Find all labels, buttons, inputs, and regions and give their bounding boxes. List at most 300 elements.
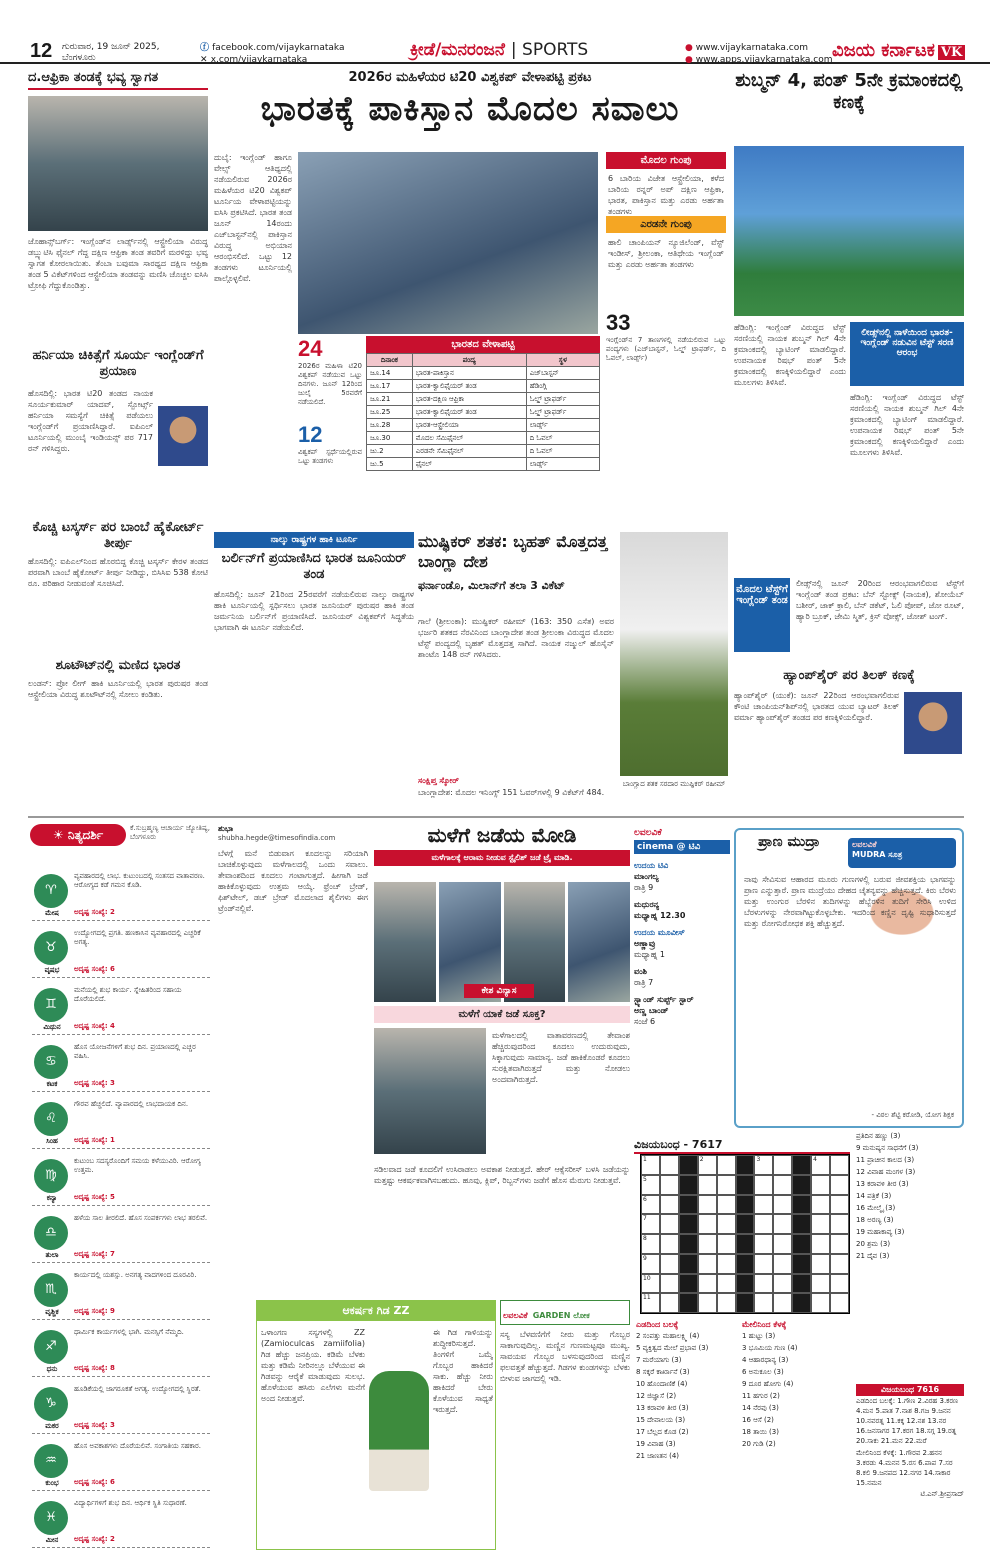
crossword-cell[interactable] xyxy=(830,1195,849,1215)
rashi-text: ಹಳೆಯ ಸಾಲ ತೀರಲಿದೆ. ಹೊಸ ಸಂಪರ್ಕಗಳು ಲಾಭ ತರಲಿವೆ. xyxy=(74,1214,208,1222)
crossword-block xyxy=(736,1254,755,1274)
crossword-cell[interactable] xyxy=(660,1155,679,1175)
zodiac-icon: ♐ xyxy=(34,1330,68,1364)
stat-24 xyxy=(298,336,362,426)
crossword-clue: 18 ಅರಣ್ಯ (3) xyxy=(856,1216,894,1224)
crossword-clue: 6 ಅನುಕೂಲ (3) xyxy=(742,1368,784,1376)
kochi-story xyxy=(28,520,208,640)
crossword-clue: ಪ್ರತಿದಿನ ಹಣ್ಣು (3) xyxy=(856,1132,901,1140)
kochi-body: ಹೊಸದಿಲ್ಲಿ: ಐಪಿಎಲ್‌ನಿಂದ ಹೊರಬಿದ್ದ ಕೊಚ್ಚಿ ಟಸ್ಕರ್ಸ್ ಕೇರಳ ತಂಡದ ಪರವಾಗಿ ಬಾಂಬೆ ಹೈಕೋರ್ಟ್ ತೀರ್ಪು ನೀಡಿದ್ದು, ಬಿಸಿಸಿಐ 538 ಕೋಟಿ ರೂ. ಪರಿಹಾರ ನೀಡುವಂತೆ ಸೂಚಿಸಿದೆ. xyxy=(28,557,208,588)
england-squad xyxy=(734,578,964,658)
horoscope-title xyxy=(30,824,126,846)
crossword-cell[interactable] xyxy=(717,1234,736,1254)
masthead xyxy=(0,0,990,64)
crossword-cell[interactable] xyxy=(660,1195,679,1215)
crossword-cell[interactable] xyxy=(830,1274,849,1294)
crossword-clue: 5 ವ್ಯಕ್ತಿತ್ವದ ಮೇಲೆ ಪ್ರಭಾವ (3) xyxy=(636,1344,709,1352)
zodiac-icon: ♎ xyxy=(34,1216,68,1250)
crossword-clue: 8 ಸಕ್ಕರೆ ಕಾರ್ಖಾನೆ (3) xyxy=(636,1368,690,1376)
rashi-text: ವ್ಯವಹಾರದಲ್ಲಿ ಲಾಭ. ಕುಟುಂಬದಲ್ಲಿ ಸಂತಸದ ವಾತಾವರಣ. ಆರೋಗ್ಯದ ಕಡೆ ಗಮನ ಕೊಡಿ. xyxy=(74,872,205,889)
group2-title: ಎರಡನೇ ಗುಂಪು xyxy=(606,216,726,233)
group1-box xyxy=(606,152,726,225)
crossword-cell[interactable]: 11 xyxy=(641,1293,660,1313)
web-links xyxy=(685,42,833,66)
show-4: ವಂಶಿ xyxy=(634,967,648,976)
crossword-cell[interactable] xyxy=(660,1234,679,1254)
crossword-cell[interactable] xyxy=(698,1254,717,1274)
tv-brand xyxy=(634,828,730,838)
tv-slot-2 xyxy=(634,899,730,921)
bangla-score xyxy=(418,768,614,811)
mudra-title: ಪ್ರಾಣ ಮುದ್ರಾ xyxy=(758,834,820,850)
schedule-venue: ಹೆಡಿಂಗ್ಲಿ xyxy=(526,380,599,393)
garden-tag-text: GARDEN ಲೋಕ xyxy=(532,1311,590,1320)
show-2: ಅಣ್ಣಾವ್ರು xyxy=(634,939,656,948)
gill-body-2: ಹೆಡಿಂಗ್ಲಿ: ಇಂಗ್ಲೆಂಡ್ ವಿರುದ್ಧದ ಟೆಸ್ಟ್ ಸರಣಿಯಲ್ಲಿ ನಾಯಕ ಶುಬ್ಮನ್ ಗಿಲ್ 4ನೇ ಕ್ರಮಾಂಕದಲ್ಲಿ ಬ್ಯಾಟಿಂಗ್ ಮಾಡಲಿದ್ದಾರೆ. ಉಪನಾಯಕ ರಿಷಭ್ ಪಂತ್ 5ನೇ ಕ್ರಮಾಂಕದಲ್ಲಿ ಕಣಕ್ಕಿಳಿಯಲಿದ್ದಾರೆ ಎಂದು ಮೂಲಗಳು ತಿಳಿಸಿವೆ. xyxy=(850,393,964,457)
shootout-body: ಲಂಡನ್: ಪ್ರೋ ಲೀಗ್ ಹಾಕಿ ಟೂರ್ನಿಯಲ್ಲಿ ಭಾರತ ಪುರುಷರ ತಂಡ ಆಸ್ಟ್ರೇಲಿಯಾ ವಿರುದ್ಧ ಶೂಟೌಟ್‌ನಲ್ಲಿ ಸೋಲು ಕಂಡಿತು. xyxy=(28,679,208,699)
surya-story xyxy=(28,348,208,508)
tilak-story xyxy=(734,668,964,808)
crossword-block xyxy=(679,1214,698,1234)
crossword-clue: 10 ಹೊಂದಾಣಿಕೆ (4) xyxy=(636,1380,688,1388)
schedule-match: ಭಾರತ-ಕ್ವಾಲಿಫೈಯರ್ ತಂಡ xyxy=(412,380,526,393)
rashi-text: ಹೂಡಿಕೆಯಲ್ಲಿ ಜಾಗರೂಕತೆ ಅಗತ್ಯ. ಉದ್ಯೋಗದಲ್ಲಿ ಸ್ಥಿರತೆ. xyxy=(74,1385,201,1393)
x-icon: ✕ xyxy=(200,55,211,65)
rashi-text: ಧಾರ್ಮಿಕ ಕಾರ್ಯಗಳಲ್ಲಿ ಭಾಗಿ. ಮನಸ್ಸಿಗೆ ನೆಮ್ಮದಿ. xyxy=(74,1328,184,1336)
bangla-caption: ಬಾಂಗ್ಲಾದ ಶತಕ ಸರದಾರ ಮುಷ್ಫಿಕರ್ ರಹೀಮ್ xyxy=(622,780,726,788)
tv-slot-5 xyxy=(634,994,730,1027)
rashi-text: ಗೌರವ ಹೆಚ್ಚಲಿದೆ. ವ್ಯಾಪಾರದಲ್ಲಿ ಲಾಭದಾಯಕ ದಿನ. xyxy=(74,1100,189,1108)
surya-headline: ಹರ್ನಿಯಾ ಚಿಕಿತ್ಸೆಗೆ ಸೂರ್ಯ ಇಂಗ್ಲೆಂಡ್‌ಗೆ ಪ್ರಯಾಣ xyxy=(32,348,204,379)
crossword-cell[interactable]: 8 xyxy=(641,1234,660,1254)
tv-brand-text: ಲವಲವಿಕೆ xyxy=(634,828,662,838)
crossword-clue: 14 ನೆರವು (3) xyxy=(742,1404,779,1412)
crossword-cell[interactable] xyxy=(773,1195,792,1215)
crossword-cell[interactable]: 4 xyxy=(811,1155,830,1175)
mudra-brand: ಲವಲವಿಕೆ xyxy=(852,840,877,849)
schedule-title: ಭಾರತದ ವೇಳಾಪಟ್ಟಿ xyxy=(366,336,600,353)
show-6: ಅಣ್ಣ ಬಾಂಡ್ xyxy=(634,1006,669,1015)
rashi-name: ಕನ್ಯಾ xyxy=(46,1194,58,1202)
crossword-cell[interactable] xyxy=(717,1293,736,1313)
crossword-cell[interactable] xyxy=(660,1214,679,1234)
zodiac-icon: ♈ xyxy=(34,874,68,908)
facebook-link[interactable] xyxy=(200,42,344,54)
crossword-cell[interactable] xyxy=(698,1195,717,1215)
answer-down: ಮೇಲಿನಿಂದ ಕೆಳಕ್ಕೆ: 1.ಗೌರವ 2.ಹನನ 3.ಕರಡು 4.ಮನನ 5.ರಸ 6.ಪಾಪ 7.ಸರ 8.ಕಲಿ 9.ಜನಪದ 12.ನಗರ 14.ಸಾಕಾರ 15.ನಮನ xyxy=(856,1449,953,1487)
down-title: ಮೇಲಿನಿಂದ ಕೆಳಕ್ಕೆ xyxy=(742,1320,787,1329)
crossword-cell[interactable] xyxy=(698,1175,717,1195)
mid-divider xyxy=(28,816,964,818)
crossword-cell[interactable] xyxy=(660,1274,679,1294)
crossword-block xyxy=(736,1195,755,1215)
crossword-cell[interactable] xyxy=(754,1254,773,1274)
stat-33-number: 33 xyxy=(606,310,631,335)
schedule-match: ಭಾರತ-ದಕ್ಷಿಣ ಆಫ್ರಿಕಾ xyxy=(412,393,526,406)
schedule-col-venue: ಸ್ಥಳ xyxy=(526,354,599,367)
crossword-cell[interactable] xyxy=(754,1214,773,1234)
crossword-block xyxy=(792,1274,811,1294)
crossword-cell[interactable]: 3 xyxy=(754,1155,773,1175)
crossword-cell[interactable]: 9 xyxy=(641,1254,660,1274)
rashi-text: ಉದ್ಯೋಗದಲ್ಲಿ ಪ್ರಗತಿ. ಹಣಕಾಸಿನ ವ್ಯವಹಾರದಲ್ಲಿ ಎಚ್ಚರಿಕೆ ಅಗತ್ಯ. xyxy=(74,929,201,946)
tips-email: shubha.hegde@timesofindia.com xyxy=(218,834,336,842)
zz-body-2: ಈ ಗಿಡ ಗಾಳಿಯನ್ನು ಶುದ್ಧೀಕರಿಸುತ್ತದೆ. ತಿಂಗಳಿಗೆ ಒಮ್ಮೆ ಗೊಬ್ಬರ ಹಾಕಿದರೆ ಸಾಕು. ಹೆಚ್ಚು ನೀರು ಹಾಕಿದರೆ ಬೇರು ಕೊಳೆಯುವ ಸಾಧ್ಯತೆ ಇರುತ್ತದೆ. xyxy=(433,1328,493,1414)
crossword-cell[interactable] xyxy=(773,1293,792,1313)
rashi-name: ತುಲಾ xyxy=(45,1251,59,1259)
crossword-block xyxy=(736,1234,755,1254)
schedule-match: ಭಾರತ-ಪಾಕಿಸ್ತಾನ xyxy=(412,367,526,380)
crossword-credit: ಟಿ.ಎನ್.ಶ್ರೀಪ್ರಸಾದ್ xyxy=(920,1490,964,1498)
shootout-headline: ಶೂಟೌಟ್‌ನಲ್ಲಿ ಮಣಿದ ಭಾರತ xyxy=(55,658,181,673)
braid-headline: ಮಳೆಗೆ ಜಡೆಯ ಮೋಡಿ xyxy=(427,823,577,847)
crossword-block xyxy=(792,1214,811,1234)
crossword-clue: 17 ಬೆಲ್ಲದ ಕೊಡ (2) xyxy=(636,1428,689,1436)
schedule-row xyxy=(367,406,600,419)
crossword-cell[interactable] xyxy=(698,1293,717,1313)
horoscope-title-text: ನಿತ್ಯದರ್ಶಿ xyxy=(67,828,104,842)
crossword-cell[interactable] xyxy=(717,1254,736,1274)
crossword-cell[interactable] xyxy=(830,1234,849,1254)
surya-photo xyxy=(158,406,208,466)
rashi-lucky: ಅದೃಷ್ಟ ಸಂಖ್ಯೆ: 2 xyxy=(74,1535,115,1543)
crossword-grid[interactable] xyxy=(640,1154,850,1314)
schedule-col-match: ಪಂದ್ಯ xyxy=(412,354,526,367)
crossword-cell[interactable] xyxy=(811,1175,830,1195)
braid-tag: ಕೇಶ ವಿನ್ಯಾಸ xyxy=(464,984,534,998)
schedule-row xyxy=(367,419,600,432)
crossword-cell[interactable] xyxy=(660,1254,679,1274)
gill-photo xyxy=(734,146,964,316)
schedule-row xyxy=(367,367,600,380)
rashi-lucky: ಅದೃಷ್ಟ ಸಂಖ್ಯೆ: 3 xyxy=(74,1421,115,1429)
crossword-block xyxy=(736,1175,755,1195)
score-text: ಬಾಂಗ್ಲಾದೇಶ: ಮೊದಲ ಇನಿಂಗ್ಸ್ 151 ಓವರ್‌ಗಳಲ್ಲಿ 9 ವಿಕೆಟ್‌ಗೆ 484. xyxy=(418,788,605,797)
schedule-header-row xyxy=(367,354,600,367)
crossword-cell[interactable] xyxy=(754,1293,773,1313)
schedule-venue: ಎಜ್‌ಬಾಸ್ಟನ್ xyxy=(526,367,599,380)
schedule-date: ಜೂ.28 xyxy=(367,419,413,432)
crossword-cell[interactable] xyxy=(660,1175,679,1195)
gill-headline: ಶುಬ್ಮನ್ 4, ಪಂತ್ 5ನೇ ಕ್ರಮಾಂಕದಲ್ಲಿ ಕಣಕ್ಕೆ xyxy=(735,70,963,113)
schedule-date: ಜೂ.21 xyxy=(367,393,413,406)
lead-headline: ಭಾರತಕ್ಕೆ ಪಾಕಿಸ್ತಾನ ಮೊದಲ ಸವಾಲು xyxy=(260,89,680,129)
time-2: ಮಧ್ಯಾಹ್ನ 1 xyxy=(634,950,665,959)
tilak-body: ಹ್ಯಾಂಪ್‌ಶೈರ್ (ಯುಕೆ): ಜೂನ್ 22ರಿಂದ ಆರಂಭವಾಗಲಿರುವ ಕೌಂಟಿ ಚಾಂಪಿಯನ್‌ಶಿಪ್‌ನಲ್ಲಿ ಭಾರತದ ಯುವ ಬ್ಯಾಟರ್ ತಿಲಕ್ ವರ್ಮಾ ಹ್ಯಾಂಪ್‌ಶೈರ್ ತಂಡದ ಪರ ಕಣಕ್ಕಿಳಿಯಲಿದ್ದಾರೆ. xyxy=(734,691,899,722)
answer-title: ವಿಜಯಬಂಧ 7616 xyxy=(856,1384,964,1396)
schedule-date: ಜೂ.25 xyxy=(367,406,413,419)
crossword-cell[interactable]: 2 xyxy=(698,1155,717,1175)
crossword-cell[interactable] xyxy=(811,1274,830,1294)
bangla-photo xyxy=(620,532,728,776)
crossword-clue: 2 ಸಂಪತ್ತು ಮಹಾಲಕ್ಷ್ಮಿ (4) xyxy=(636,1332,700,1340)
crossword-cell[interactable] xyxy=(717,1175,736,1195)
time-3: ಮಧ್ಯಾಹ್ನ 12.30 xyxy=(634,911,686,920)
garden-feature xyxy=(500,1300,630,1550)
crossword-clue: 21 ಜಾಣತನ (4) xyxy=(636,1452,680,1460)
schedule-match: ಎರಡನೇ ಸೆಮಿಫೈನಲ್ xyxy=(412,445,526,458)
crossword-cell[interactable] xyxy=(773,1234,792,1254)
crossword-clue: 11 ಪ್ರಾಚೀನ ಕಾಲದ (3) xyxy=(856,1156,915,1164)
mudra-box xyxy=(734,828,964,1128)
garden-body: ಸಸ್ಯ ಬೆಳವಣಿಗೆಗೆ ನೀರು ಮತ್ತು ಗೊಬ್ಬರ ಸಾಕಾಗುವುದಿಲ್ಲ. ಮಣ್ಣಿನ ಗುಣಮಟ್ಟವೂ ಮುಖ್ಯ. ಸಾವಯವ ಗೊಬ್ಬರ ಬಳಸುವುದರಿಂದ ಮಣ್ಣಿನ ಫಲವತ್ತತೆ ಹೆಚ್ಚುತ್ತದೆ. ಗಿಡಗಳ ಕುಂಡಗಳನ್ನು ಬೆಳಕು ಬೀಳುವ ಜಾಗದಲ್ಲಿ ಇಡಿ. xyxy=(500,1330,630,1383)
crossword-cell[interactable] xyxy=(717,1155,736,1175)
mudra-author: - ವಿಠಲ ಶೆಟ್ಟಿ ಕರೋಡಿ, ಯೋಗ ಶಿಕ್ಷಕ xyxy=(871,1111,954,1119)
zodiac-icon: ♑ xyxy=(34,1387,68,1421)
crossword-cell[interactable] xyxy=(773,1254,792,1274)
bangla-headline: ಮುಷ್ಫಿಕರ್ ಶತಕ: ಬೃಹತ್ ಮೊತ್ತದತ್ತ ಬಾಂಗ್ಲಾ ದೇಶ xyxy=(418,532,608,571)
crossword-title: ವಿಜಯಬಂಧ - 7617 xyxy=(634,1138,850,1154)
crossword-cell[interactable] xyxy=(773,1274,792,1294)
rashi-name: ಮಿಥುನ xyxy=(43,1023,61,1031)
rashi-item xyxy=(32,1096,210,1149)
crossword-block xyxy=(679,1155,698,1175)
newspaper-logo xyxy=(832,40,965,61)
lead-story xyxy=(214,70,726,530)
rashi-item xyxy=(32,1438,210,1491)
crossword-clue: 20 ಶ್ರಮ (3) xyxy=(856,1240,891,1248)
schedule-venue: ಓಲ್ಡ್ ಟ್ರಾಫರ್ಡ್ xyxy=(526,393,599,406)
show-1: ಮಾಂಗಲ್ಯ xyxy=(634,872,659,881)
schedule-box xyxy=(366,336,600,471)
tv-slot-3 xyxy=(634,927,730,960)
schedule-venue: ಲಾರ್ಡ್ಸ್ xyxy=(526,419,599,432)
junior-body: ಹೊಸದಿಲ್ಲಿ: ಜೂನ್ 21ರಿಂದ 25ರವರೆಗೆ ನಡೆಯಲಿರುವ ನಾಲ್ಕು ರಾಷ್ಟ್ರಗಳ ಹಾಕಿ ಟೂರ್ನಿಯಲ್ಲಿ ಸ್ಪರ್ಧಿಸಲು ಭಾರತ ಜೂನಿಯರ್ ಪುರುಷರ ಹಾಕಿ ತಂಡ ಜರ್ಮನಿಯ ಬರ್ಲಿನ್‌ಗೆ ಪ್ರಯಾಣಿಸಿದೆ. ಜೂನಿಯರ್ ವಿಶ್ವಕಪ್‌ಗೆ ಸಿದ್ಧತೆಯ ಭಾಗವಾಗಿ ಈ ಟೂರ್ನಿ ನಡೆಯಲಿದೆ. xyxy=(214,590,414,632)
crossword-cell[interactable]: 6 xyxy=(641,1195,660,1215)
stat-12-number: 12 xyxy=(298,422,323,447)
crossword-clue: 12 ವಿವಾಹ ಮಂಗಳ (3) xyxy=(856,1168,916,1176)
junior-tag: ನಾಲ್ಕು ರಾಷ್ಟ್ರಗಳ ಹಾಕಿ ಟೂರ್ನಿ xyxy=(214,532,414,548)
globe-icon: ● xyxy=(685,43,696,53)
stat-12-text: ವಿಶ್ವಕಪ್ ಸ್ಪರ್ಧೆಯಲ್ಲಿರುವ ಒಟ್ಟು ತಂಡಗಳು xyxy=(298,448,362,465)
rashi-lucky: ಅದೃಷ್ಟ ಸಂಖ್ಯೆ: 6 xyxy=(74,965,115,973)
crossword-cell[interactable] xyxy=(698,1274,717,1294)
crossword-cell[interactable] xyxy=(830,1214,849,1234)
crossword-clue: 13 ಕರಾವಳಿ ತೀರ (3) xyxy=(636,1404,689,1412)
apps-url: www.apps.vijaykarnataka.com xyxy=(695,55,833,65)
crossword-cell[interactable] xyxy=(773,1155,792,1175)
date-text: ಗುರುವಾರ, 19 ಜೂನ್ 2025, xyxy=(62,42,160,52)
crossword-cell[interactable]: 7 xyxy=(641,1214,660,1234)
crossword-block xyxy=(679,1254,698,1274)
crossword-cell[interactable] xyxy=(754,1234,773,1254)
crossword-cell[interactable]: 10 xyxy=(641,1274,660,1294)
crossword-block xyxy=(736,1155,755,1175)
crossword-clue: 4 ಆಹಾರಧಾನ್ಯ (3) xyxy=(742,1356,789,1364)
crossword-clue: 11 ಹಗುರ (2) xyxy=(742,1392,780,1400)
group2-body: ಹಾಲಿ ಚಾಂಪಿಯನ್ ನ್ಯೂಜಿಲೆಂಡ್, ವೆಸ್ಟ್ ಇಂಡೀಸ್, ಶ್ರೀಲಂಕಾ, ಆತಿಥೇಯ ಇಂಗ್ಲೆಂಡ್ ಮತ್ತು ಎರಡು ಅರ್ಹತಾ ತಂಡಗಳು xyxy=(608,238,724,269)
crossword-cell[interactable] xyxy=(698,1214,717,1234)
rashi-lucky: ಅದೃಷ್ಟ ಸಂಖ್ಯೆ: 7 xyxy=(74,1250,115,1258)
crossword-cell[interactable] xyxy=(773,1214,792,1234)
zodiac-icon: ♌ xyxy=(34,1102,68,1136)
crossword-clue: 20 ಗುಡಿ (2) xyxy=(742,1440,776,1448)
rashi-lucky: ಅದೃಷ್ಟ ಸಂಖ್ಯೆ: 3 xyxy=(74,1079,115,1087)
stat-24-number: 24 xyxy=(298,336,323,361)
rashi-lucky: ಅದೃಷ್ಟ ಸಂಖ್ಯೆ: 2 xyxy=(74,908,115,916)
time-4: ರಾತ್ರಿ 7 xyxy=(634,978,654,987)
rashi-item xyxy=(32,1039,210,1092)
logo-text: ವಿಜಯ ಕರ್ನಾಟಕ xyxy=(832,40,935,61)
schedule-date: ಜೂ.17 xyxy=(367,380,413,393)
crossword-cell[interactable] xyxy=(717,1214,736,1234)
crossword-block xyxy=(736,1293,755,1313)
crossword-cell[interactable] xyxy=(717,1195,736,1215)
schedule-venue: ದಿ ಓವಲ್ xyxy=(526,445,599,458)
crossword-block xyxy=(736,1274,755,1294)
crossword-cell[interactable] xyxy=(830,1175,849,1195)
tv-listing xyxy=(634,828,730,1142)
crossword-block xyxy=(679,1195,698,1215)
show-3: ಮಧುರನ್ಯ xyxy=(634,900,660,909)
schedule-venue: ಓಲ್ಡ್ ಟ್ರಾಫರ್ಡ್ xyxy=(526,406,599,419)
rashi-name: ಮೀನ xyxy=(45,1536,59,1544)
rashi-item xyxy=(32,1267,210,1320)
answer-across: ಎಡದಿಂದ ಬಲಕ್ಕೆ: 1.ಗೌಣ 2.ವಿರಹ 3.ಕರಣ 4.ಮನ 5.ಪಾತ 7.ನಾಶ 8.ಗಜ 9.ಜನನ 10.ನವರತ್ನ 11.ಕಕ್ಕ 12.ನಶ 13.ನರ 16.ಜನಸಾಗರ 17.ಕರಗ 18.ಸಗ್ಗ 19.ರತ್ನ 20.ಸಾಕು 21.ಮನ 22.ಮರೆ xyxy=(856,1397,959,1445)
crossword-block xyxy=(679,1293,698,1313)
bangla-subhead: ಫರ್ನಾಂಡೊ, ಮಿಲಾನ್‌ಗೆ ತಲಾ 3 ವಿಕೆಟ್ xyxy=(418,579,565,592)
rashi-name: ವೃಷಭ xyxy=(44,966,60,974)
sa-headline: ದ.ಆಫ್ರಿಕಾ ತಂಡಕ್ಕೆ ಭವ್ಯ ಸ್ವಾಗತ xyxy=(28,70,208,90)
junior-story xyxy=(214,532,414,808)
garden-brand: ಲವಲವಿಕೆ xyxy=(503,1311,528,1320)
tips-author: ಶುಭಾ xyxy=(218,824,234,833)
crossword-cell[interactable] xyxy=(773,1175,792,1195)
crossword-cell[interactable] xyxy=(811,1293,830,1313)
schedule-date: ಜು.5 xyxy=(367,458,413,471)
schedule-match: ಭಾರತ-ಆಸ್ಟ್ರೇಲಿಯಾ xyxy=(412,419,526,432)
zz-title: ಆಕರ್ಷಕ ಗಿಡ ZZ xyxy=(257,1301,495,1321)
rashi-name: ಕುಂಭ xyxy=(45,1479,59,1487)
crossword-down xyxy=(742,1320,850,1550)
crossword-across xyxy=(636,1320,736,1550)
rashi-text: ಕುಟುಂಬ ಸದಸ್ಯರೊಂದಿಗೆ ಸಮಯ ಕಳೆಯುವಿರಿ. ಆರೋಗ್ಯ ಉತ್ತಮ. xyxy=(74,1157,201,1174)
zodiac-icon: ♍ xyxy=(34,1159,68,1193)
social-links xyxy=(200,42,344,66)
website-link[interactable] xyxy=(685,42,833,54)
crossword-cell[interactable] xyxy=(754,1274,773,1294)
schedule-match: ಭಾರತ-ಕ್ವಾಲಿಫೈಯರ್ ತಂಡ xyxy=(412,406,526,419)
crossword-clue: 18 ತಾಯಿ (3) xyxy=(742,1428,779,1436)
tilak-headline: ಹ್ಯಾಂಪ್‌ಶೈರ್ ಪರ ತಿಲಕ್ ಕಣಕ್ಕೆ xyxy=(783,668,915,683)
rashi-lucky: ಅದೃಷ್ಟ ಸಂಖ್ಯೆ: 6 xyxy=(74,1478,115,1486)
lead-kicker: 2026ರ ಮಹಿಳೆಯರ ಟಿ20 ವಿಶ್ವಕಪ್ ವೇಳಾಪಟ್ಟಿ ಪ್ರಕಟ xyxy=(348,70,592,85)
rashi-text: ಹೊಸ ಅವಕಾಶಗಳು ದೊರೆಯಲಿವೆ. ಸಂಗಾತಿಯ ಸಹಕಾರ. xyxy=(74,1442,201,1450)
rashi-item xyxy=(32,1324,210,1377)
braid-photo-1 xyxy=(374,882,436,1002)
section-divider: | xyxy=(510,40,523,60)
schedule-row xyxy=(367,393,600,406)
crossword-block xyxy=(792,1254,811,1274)
surya-body: ಹೊಸದಿಲ್ಲಿ: ಭಾರತ ಟಿ20 ತಂಡದ ನಾಯಕ ಸೂರ್ಯಕುಮಾರ್ ಯಾದವ್, ಸ್ಪೋರ್ಟ್ಸ್ ಹರ್ನಿಯಾ ಸಮಸ್ಯೆಗೆ ಚಿಕಿತ್ಸೆ ಪಡೆಯಲು ಇಂಗ್ಲೆಂಡ್‌ಗೆ ಪ್ರಯಾಣಿಸಿದ್ದಾರೆ. ಐಪಿಎಲ್ ಟೂರ್ನಿಯಲ್ಲಿ ಮುಂಬೈ ಇಂಡಿಯನ್ಸ್ ಪರ 717 ರನ್ ಗಳಿಸಿದ್ದರು. xyxy=(28,389,153,453)
crossword-clue: 7 ಮರೆಯಾಗು (3) xyxy=(636,1356,682,1364)
time-6: ಸಂಜೆ 6 xyxy=(634,1017,656,1026)
braid-feature xyxy=(374,824,630,1294)
zodiac-icon: ♓ xyxy=(34,1501,68,1535)
zodiac-icon: ♒ xyxy=(34,1444,68,1478)
rashi-item xyxy=(32,982,210,1035)
rashi-name: ಮಕರ xyxy=(45,1422,59,1430)
rashi-item xyxy=(32,868,210,921)
crossword-right-clues xyxy=(856,1130,964,1380)
x-link[interactable] xyxy=(200,54,344,66)
rashi-item xyxy=(32,1381,210,1434)
crossword-cell[interactable] xyxy=(754,1175,773,1195)
braid-subhead: ಮಳೆಗಾಲಕ್ಕೆ ಆರಾಮ ನೀಡುವ ಸ್ಟೈಲಿಶ್ ಜಡೆ ಟ್ರೈ ಮಾಡಿ. xyxy=(374,850,630,866)
time-1: ರಾತ್ರಿ 9 xyxy=(634,883,654,892)
crossword-cell[interactable]: 5 xyxy=(641,1175,660,1195)
zodiac-icon: ♋ xyxy=(34,1045,68,1079)
rashi-lucky: ಅದೃಷ್ಟ ಸಂಖ್ಯೆ: 5 xyxy=(74,1193,115,1201)
zodiac-icon: ♉ xyxy=(34,931,68,965)
rashi-name: ಕಟಕ xyxy=(46,1080,58,1088)
crossword-cell[interactable] xyxy=(754,1195,773,1215)
schedule-col-date: ದಿನಾಂಕ xyxy=(367,354,413,367)
apps-link[interactable] xyxy=(685,54,833,66)
zz-plant-photo xyxy=(369,1371,429,1491)
section-english: SPORTS xyxy=(522,40,589,60)
section-title xyxy=(410,40,588,60)
crossword-clue: 16 ಆಸೆ (2) xyxy=(742,1416,774,1424)
crossword-cell[interactable] xyxy=(717,1274,736,1294)
rashi-text: ಮನೆಯಲ್ಲಿ ಶುಭ ಕಾರ್ಯ. ಸ್ನೇಹಿತರಿಂದ ಸಹಾಯ ದೊರೆಯಲಿದೆ. xyxy=(74,986,182,1003)
crossword-cell[interactable] xyxy=(830,1254,849,1274)
crossword-cell[interactable] xyxy=(811,1234,830,1254)
crossword-block xyxy=(679,1234,698,1254)
crossword-block xyxy=(792,1175,811,1195)
crossword-clue: 9 ಮನುಷ್ಯನ ಸಾಧನೆಗೆ (3) xyxy=(856,1144,919,1152)
x-url: x.com/vijaykarnataka xyxy=(210,55,308,65)
score-label: ಸಂಕ್ಷಿಪ್ತ ಸ್ಕೋರ್ xyxy=(418,776,459,785)
crossword-cell[interactable] xyxy=(811,1195,830,1215)
rashi-lucky: ಅದೃಷ್ಟ ಸಂಖ್ಯೆ: 1 xyxy=(74,1136,115,1144)
crossword-cell[interactable] xyxy=(811,1214,830,1234)
crossword-block xyxy=(736,1214,755,1234)
channel-2: ಉದಯ ಮೂವೀಸ್ xyxy=(634,928,685,937)
zodiac-icon: ♏ xyxy=(34,1273,68,1307)
why-box xyxy=(374,1006,630,1156)
crossword-clue: 3 ಭೂಮಿಯ ಗುಣ (4) xyxy=(742,1344,798,1352)
crossword-cell[interactable] xyxy=(811,1254,830,1274)
why-body: ಮಳೆಗಾಲದಲ್ಲಿ ವಾತಾವರಣದಲ್ಲಿ ತೇವಾಂಶ ಹೆಚ್ಚಿರುವುದರಿಂದ ಕೂದಲು ಉದುರುವುದು, ಸಿಕ್ಕಾಗುವುದು ಸಾಮಾನ್ಯ. ಜಡೆ ಹಾಕಿಕೊಂಡರೆ ಕೂದಲು ಸುರಕ್ಷಿತವಾಗಿರುತ್ತದೆ ಮತ್ತು ನೋಡಲು ಅಂದವಾಗಿರುತ್ತದೆ. xyxy=(492,1031,630,1084)
crossword-cell[interactable] xyxy=(698,1234,717,1254)
braid-photo-4 xyxy=(568,882,630,1002)
tv-tag: cinema @ ಟಿವಿ xyxy=(634,840,730,854)
sa-story xyxy=(28,70,208,340)
crossword-answers xyxy=(856,1384,964,1550)
crossword-clue: 15 ದೇವಾಲಯ (3) xyxy=(636,1416,686,1424)
crossword-cell[interactable] xyxy=(830,1293,849,1313)
crossword-cell[interactable]: 1 xyxy=(641,1155,660,1175)
crossword-clue: 13 ಕರಾವಳಿ ತೀರ (3) xyxy=(856,1180,909,1188)
crossword-cell[interactable] xyxy=(660,1293,679,1313)
mudra-tag xyxy=(848,838,956,868)
crossword-header xyxy=(634,1138,850,1154)
crossword-cell[interactable] xyxy=(830,1155,849,1175)
sun-icon: ☀ xyxy=(52,828,68,842)
schedule-venue: ದಿ ಓವಲ್ xyxy=(526,432,599,445)
edition-date xyxy=(62,42,159,64)
facebook-url: facebook.com/vijaykarnataka xyxy=(212,43,345,53)
phone-icon: ● xyxy=(685,55,696,65)
schedule-venue: ಲಾರ್ಡ್ಸ್ xyxy=(526,458,599,471)
tv-slot-4 xyxy=(634,966,730,988)
crossword-block xyxy=(679,1274,698,1294)
rashi-lucky: ಅದೃಷ್ಟ ಸಂಖ್ಯೆ: 4 xyxy=(74,1022,115,1030)
leeds-banner: ಲೀಡ್ಸ್‌ನಲ್ಲಿ ನಾಳೆಯಿಂದ ಭಾರತ-ಇಂಗ್ಲೆಂಡ್ ನಡುವಿನ ಟೆಸ್ಟ್ ಸರಣಿ ಆರಂಭ xyxy=(850,322,964,386)
website-url: www.vijaykarnataka.com xyxy=(695,43,809,53)
rashi-item xyxy=(32,1495,210,1548)
